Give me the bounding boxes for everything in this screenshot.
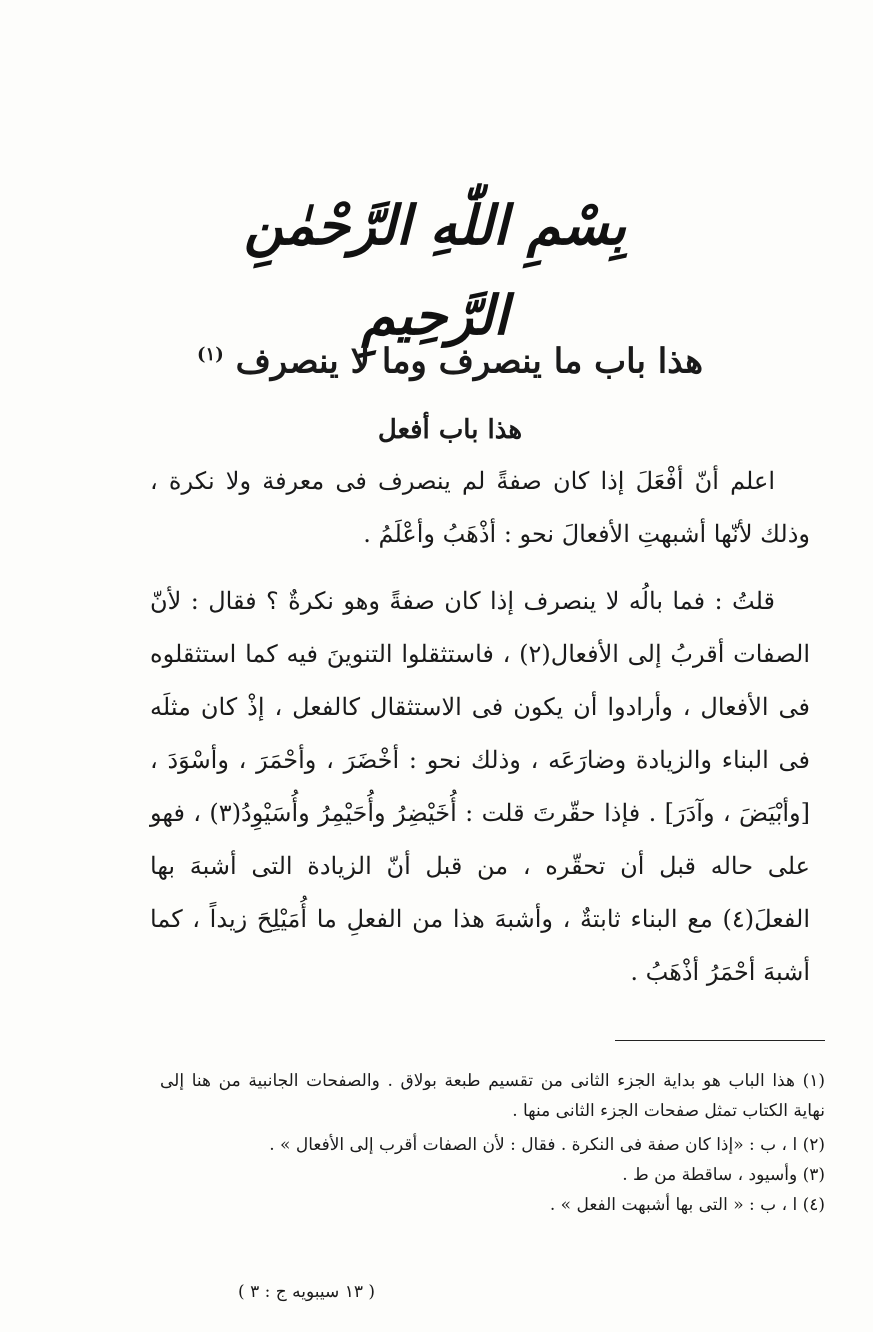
paragraph: قلتُ : فما بالُه لا ينصرف إذا كان صفةً وهو نكرةٌ ؟ فقال : لأنّ الصفات أقربُ إلى الأفعال(٢) ، فاستثقلوا التنوينَ فيه كما استثقلوه فى الأفعال ، وأرادوا أن يكون فى الاستثقال كالفعل ، إذْ كان مثلَه فى البناء والزيادة وضارَعَه ، وذلك نحو : أخْضَرَ ، وأحْمَرَ ، وأسْوَدَ ، [وأبْيَضَ ، وآدَرَ] . فإذا حقّرتَ قلت : أُخَيْضِرُ وأُحَيْمِرُ وأُسَيْوِدُ(٣) ، فهو على حاله قبل أن تحقّره ، من قبل أنّ الزيادة التى أشبهَ بها الفعلَ(٤) مع البناء ثابتةٌ ، وأشبهَ هذا من الفعلِ ما أُمَيْلِحَ زيداً ، كما أشبهَ أحْمَرُ أذْهَبُ . — [150, 587, 810, 986]
chapter-title — [150, 320, 750, 390]
paragraph: اعلم أنّ أفْعَلَ إذا كان صفةً لم ينصرف فى معرفة ولا نكرة ، وذلك لأنّها أشبهتِ الأفعالَ نحو : أذْهَبُ وأعْلَمُ . — [150, 467, 810, 548]
chapter-footnote-marker: (١) — [196, 344, 224, 365]
footnote: (٢) ا ، ب : «إذا كان صفة فى النكرة . فقال : لأن الصفات أقرب إلى الأفعال » . — [269, 1135, 825, 1155]
footnote: (١) هذا الباب هو بداية الجزء الثانى من تقسيم طبعة بولاق . والصفحات الجانبية من هنا إلى نهاية الكتاب تمثل صفحات الجزء الثانى منها . — [160, 1071, 825, 1121]
footnote-divider — [615, 1040, 825, 1041]
body-text — [150, 455, 810, 1011]
basmala-calligraphy: بِسْمِ اللّٰهِ الرَّحْمٰنِ الرَّحِيمِ — [244, 193, 626, 347]
chapter-title-text: هذا باب ما ينصرف وما لا ينصرف — [235, 341, 704, 382]
section-subheading: هذا باب أفعل — [377, 415, 523, 445]
footnote: (٣) وأسيود ، ساقطة من ط . — [622, 1165, 825, 1185]
footnotes — [160, 1066, 825, 1220]
printer-signature-mark: ( ١٣ سيبويه ج : ٣ ) — [238, 1282, 375, 1302]
footnote: (٤) ا ، ب : « التى بها أشبهت الفعل » . — [549, 1195, 825, 1215]
